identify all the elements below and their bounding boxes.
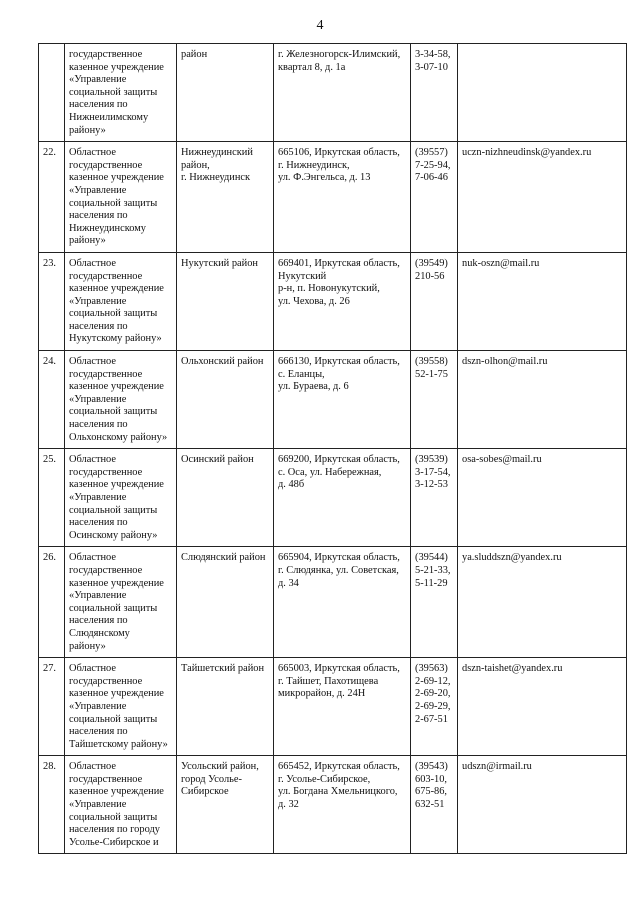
email: dszn-taishet@yandex.ru	[458, 658, 627, 756]
email: udszn@irmail.ru	[458, 756, 627, 854]
phone: (39558) 52-1-75	[411, 351, 458, 449]
table-row	[39, 44, 627, 142]
table-row	[39, 142, 627, 253]
organization-name: Областное государственное казенное учреждение «Управление социальной защиты населения по Слюдянскому району»	[65, 547, 177, 658]
table-row	[39, 658, 627, 756]
phone: (39563) 2-69-12, 2-69-20, 2-69-29, 2-67-51	[411, 658, 458, 756]
address: 666130, Иркутская область, с. Еланцы, ул. Бураева, д. 6	[274, 351, 411, 449]
address: 669200, Иркутская область, с. Оса, ул. Набережная, д. 48б	[274, 449, 411, 547]
page-number: 4	[316, 18, 324, 33]
district: Ольхонский район	[177, 351, 274, 449]
email: ya.sluddszn@yandex.ru	[458, 547, 627, 658]
email: uczn-nizhneudinsk@yandex.ru	[458, 142, 627, 253]
district: Тайшетский район	[177, 658, 274, 756]
row-number: 23.	[39, 252, 65, 350]
email: nuk-oszn@mail.ru	[458, 252, 627, 350]
district: Усольский район, город Усолье- Сибирское	[177, 756, 274, 854]
district: Слюдянский район	[177, 547, 274, 658]
email	[458, 44, 627, 142]
organization-name: Областное государственное казенное учреждение «Управление социальной защиты населения по Тайшетскому району»	[65, 658, 177, 756]
phone: (39544) 5-21-33, 5-11-29	[411, 547, 458, 658]
organization-name: государственное казенное учреждение «Управление социальной защиты населения по Нижнеилимскому району»	[65, 44, 177, 142]
row-number: 24.	[39, 351, 65, 449]
organization-name: Областное государственное казенное учреждение «Управление социальной защиты населения по Нукутскому району»	[65, 252, 177, 350]
district: район	[177, 44, 274, 142]
address: 669401, Иркутская область, Нукутский р-н, п. Новонукутский, ул. Чехова, д. 26	[274, 252, 411, 350]
institutions-table	[38, 43, 627, 854]
phone: (39549) 210-56	[411, 252, 458, 350]
district: Нукутский район	[177, 252, 274, 350]
phone: (39539) 3-17-54, 3-12-53	[411, 449, 458, 547]
row-number: 22.	[39, 142, 65, 253]
table-row	[39, 547, 627, 658]
phone: 3-34-58, 3-07-10	[411, 44, 458, 142]
organization-name: Областное государственное казенное учреждение «Управление социальной защиты населения по Ольхонскому району»	[65, 351, 177, 449]
district: Осинский район	[177, 449, 274, 547]
organization-name: Областное государственное казенное учреждение «Управление социальной защиты населения по Нижнеудинскому району»	[65, 142, 177, 253]
email: dszn-olhon@mail.ru	[458, 351, 627, 449]
address: 665904, Иркутская область, г. Слюдянка, ул. Советская, д. 34	[274, 547, 411, 658]
address: 665003, Иркутская область, г. Тайшет, Пахотищева микрорайон, д. 24Н	[274, 658, 411, 756]
row-number: 27.	[39, 658, 65, 756]
organization-name: Областное государственное казенное учреждение «Управление социальной защиты населения по Осинскому району»	[65, 449, 177, 547]
table-row	[39, 756, 627, 854]
email: osa-sobes@mail.ru	[458, 449, 627, 547]
phone: (39543) 603-10, 675-86, 632-51	[411, 756, 458, 854]
row-number: 28.	[39, 756, 65, 854]
row-number: 25.	[39, 449, 65, 547]
address: 665106, Иркутская область, г. Нижнеудинск, ул. Ф.Энгельса, д. 13	[274, 142, 411, 253]
phone: (39557) 7-25-94, 7-06-46	[411, 142, 458, 253]
address: г. Железногорск-Илимский, квартал 8, д. 1а	[274, 44, 411, 142]
table-row	[39, 449, 627, 547]
table-row	[39, 351, 627, 449]
organization-name: Областное государственное казенное учреждение «Управление социальной защиты населения по городу Усолье-Сибирское и	[65, 756, 177, 854]
address: 665452, Иркутская область, г. Усолье-Сибирское, ул. Богдана Хмельницкого, д. 32	[274, 756, 411, 854]
row-number	[39, 44, 65, 142]
district: Нижнеудинский район, г. Нижнеудинск	[177, 142, 274, 253]
row-number: 26.	[39, 547, 65, 658]
table-row	[39, 252, 627, 350]
